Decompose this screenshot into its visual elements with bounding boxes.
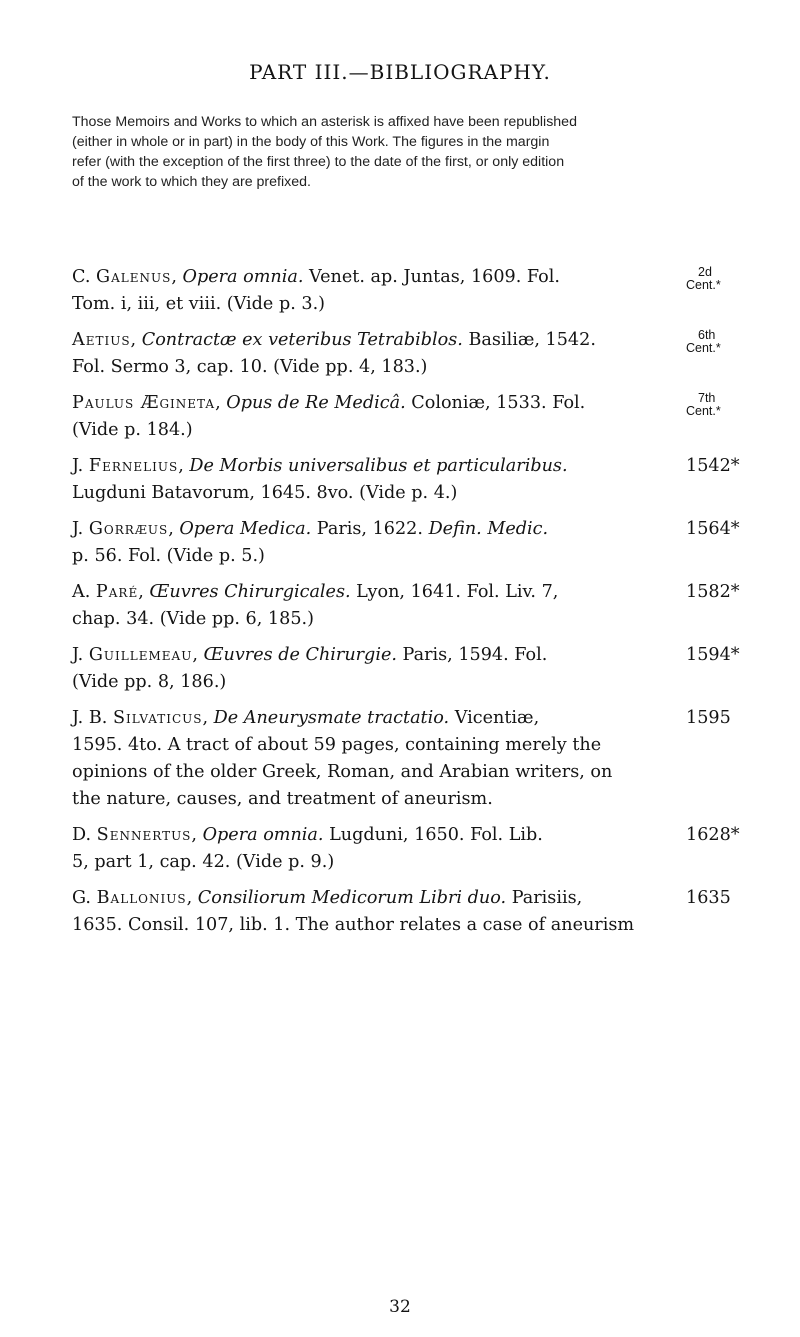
entry-continuation: 1595. 4to. A tract of about 59 pages, containing merely the	[72, 735, 602, 755]
entry-continuation: p. 56. Fol. (Vide p. 5.)	[72, 546, 265, 566]
author-name: Paré	[95, 582, 139, 602]
separator: ,	[168, 519, 180, 539]
entry-continuation: 1635. Consil. 107, lib. 1. The author relates a case of aneurism	[72, 915, 635, 935]
entry-first-line	[72, 579, 682, 606]
imprint: Paris, 1622.	[311, 519, 429, 539]
century-ordinal: 6th	[698, 328, 716, 342]
separator: ,	[178, 456, 190, 476]
author-initials: J. B.	[72, 708, 113, 728]
imprint: Basiliæ, 1542.	[462, 330, 596, 350]
imprint: Parisiis,	[506, 888, 583, 908]
work-title: De Aneurysmate tractatio.	[213, 708, 450, 728]
page-title: PART III.—BIBLIOGRAPHY.	[249, 60, 551, 84]
intro-line: of the work to which they are prefixed.	[72, 174, 311, 190]
entry-continuation: Tom. i, iii, et viii. (Vide p. 3.)	[72, 294, 326, 314]
author-initials: A.	[72, 582, 96, 602]
author-initials: J.	[72, 519, 89, 539]
author-name: Silvaticus	[113, 708, 203, 728]
bibliography-entry	[72, 885, 731, 939]
author-initials: J.	[72, 645, 89, 665]
work-title: Œuvres de Chirurgie.	[203, 645, 397, 665]
entry-first-line	[72, 327, 682, 354]
margin-century	[686, 390, 766, 418]
bibliography-entry	[72, 579, 740, 633]
margin-note	[686, 453, 766, 480]
author-name: Paulus Ægineta	[72, 393, 216, 413]
imprint: Paris, 1594. Fol.	[396, 645, 548, 665]
work-title: Contractæ ex veteribus Tetrabiblos.	[141, 330, 463, 350]
entry-continuation: opinions of the older Greek, Roman, and Arabian writers, on	[72, 762, 613, 782]
bibliography-entry	[72, 705, 731, 813]
bibliography-entry	[72, 327, 721, 381]
margin-year: 1582*	[686, 582, 740, 602]
margin-note	[686, 390, 766, 418]
entry-continuation: chap. 34. (Vide pp. 6, 185.)	[72, 609, 314, 629]
author-initials: G.	[72, 888, 97, 908]
entry-continuation: the nature, causes, and treatment of aneurism.	[72, 789, 493, 809]
century-word: Cent.*	[686, 341, 721, 355]
imprint: Vicentiæ,	[449, 708, 540, 728]
margin-century	[686, 264, 766, 292]
author-name: Gorræus	[88, 519, 169, 539]
entry-first-line	[72, 705, 682, 732]
work-title: De Morbis universalibus et particularibus.	[189, 456, 568, 476]
intro-note	[72, 112, 672, 192]
margin-note	[686, 516, 766, 543]
entry-first-line	[72, 885, 682, 912]
bibliography-entry	[72, 822, 740, 876]
separator: ,	[202, 708, 214, 728]
bibliography-entry	[72, 264, 721, 318]
margin-century	[686, 327, 766, 355]
author-initials: C.	[72, 267, 97, 287]
work-title: Opus de Re Medicâ.	[226, 393, 406, 413]
century-ordinal: 2d	[698, 265, 712, 279]
century-word: Cent.*	[686, 278, 721, 292]
margin-year: 1564*	[686, 519, 740, 539]
entry-first-line	[72, 642, 682, 669]
imprint: Venet. ap. Juntas, 1609. Fol.	[303, 267, 560, 287]
entry-continuation: (Vide pp. 8, 186.)	[72, 672, 227, 692]
separator: ,	[130, 330, 142, 350]
entry-first-line	[72, 453, 682, 480]
margin-note	[686, 822, 766, 849]
entry-continuation: (Vide p. 184.)	[72, 420, 193, 440]
imprint: Lugduni, 1650. Fol. Lib.	[323, 825, 543, 845]
margin-note	[686, 327, 766, 355]
entry-continuation: 5, part 1, cap. 42. (Vide p. 9.)	[72, 852, 335, 872]
work-title: Opera Medica.	[179, 519, 312, 539]
imprint: Lyon, 1641. Fol. Liv. 7,	[350, 582, 559, 602]
margin-note	[686, 885, 766, 912]
margin-year: 1595	[686, 708, 731, 728]
work-title: Opera omnia.	[182, 267, 304, 287]
work-title: Opera omnia.	[202, 825, 324, 845]
bibliography-list	[72, 264, 740, 948]
margin-note	[686, 705, 766, 732]
separator: ,	[191, 825, 203, 845]
author-name: Fernelius	[88, 456, 179, 476]
author-initials: J.	[72, 456, 89, 476]
author-name: Ballonius	[96, 888, 187, 908]
author-name: Galenus	[96, 267, 172, 287]
bibliography-entry	[72, 453, 740, 507]
separator: ,	[215, 393, 227, 413]
entry-first-line	[72, 390, 682, 417]
margin-note	[686, 264, 766, 292]
separator: ,	[192, 645, 204, 665]
imprint-italic: Defin. Medic.	[428, 519, 549, 539]
bibliography-entry	[72, 516, 740, 570]
author-initials: D.	[72, 825, 97, 845]
separator: ,	[138, 582, 150, 602]
work-title: Consiliorum Medicorum Libri duo.	[197, 888, 507, 908]
margin-note	[686, 579, 766, 606]
bibliography-entry	[72, 642, 740, 696]
margin-year: 1594*	[686, 645, 740, 665]
entry-first-line	[72, 822, 682, 849]
intro-line: (either in whole or in part) in the body of this Work. The figures in the margin	[72, 134, 550, 150]
separator: ,	[171, 267, 183, 287]
page-number: 32	[389, 1297, 411, 1317]
entry-first-line	[72, 264, 682, 291]
century-ordinal: 7th	[698, 391, 716, 405]
entry-continuation: Lugduni Batavorum, 1645. 8vo. (Vide p. 4.)	[72, 483, 458, 503]
author-name: Guillemeau	[88, 645, 193, 665]
entry-first-line	[72, 516, 682, 543]
intro-line: refer (with the exception of the first three) to the date of the first, or only edition	[72, 154, 565, 170]
margin-year: 1635	[686, 888, 731, 908]
intro-line: Those Memoirs and Works to which an asterisk is affixed have been republished	[72, 114, 577, 130]
imprint: Coloniæ, 1533. Fol.	[405, 393, 586, 413]
margin-year: 1628*	[686, 825, 740, 845]
century-word: Cent.*	[686, 404, 721, 418]
margin-year: 1542*	[686, 456, 740, 476]
work-title: Œuvres Chirurgicales.	[149, 582, 351, 602]
author-name: Aetius	[72, 330, 131, 350]
margin-note	[686, 642, 766, 669]
author-name: Sennertus	[96, 825, 192, 845]
separator: ,	[186, 888, 198, 908]
bibliography-entry	[72, 390, 721, 444]
entry-continuation: Fol. Sermo 3, cap. 10. (Vide pp. 4, 183.)	[72, 357, 428, 377]
